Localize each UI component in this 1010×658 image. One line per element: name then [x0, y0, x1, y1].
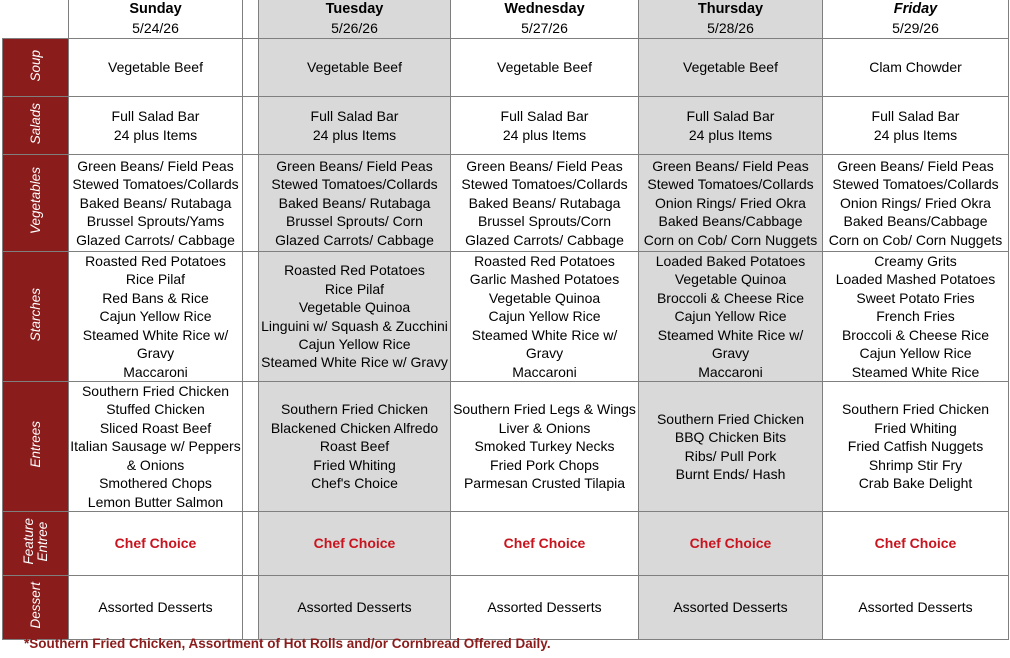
menu-item: 24 plus Items [312, 126, 397, 143]
feature-item: Chef Choice [503, 535, 586, 552]
menu-item: Stewed Tomatoes/Collards [832, 176, 999, 193]
menu-item: Clam Chowder [869, 59, 962, 76]
gap-column [243, 0, 259, 39]
menu-item: Baked Beans/Cabbage [658, 213, 803, 230]
menu-item: Burnt Ends/ Hash [675, 465, 786, 482]
menu-item: Lemon Butter Salmon [87, 493, 224, 510]
category-label-cell [3, 512, 69, 576]
menu-item: Shrimp Stir Fry [868, 456, 963, 473]
menu-item: Blackened Chicken Alfredo [270, 419, 439, 436]
day-date: 5/29/26 [892, 20, 939, 36]
menu-item: Cajun Yellow Rice [298, 335, 411, 352]
menu-item: Stewed Tomatoes/Collards [72, 176, 239, 193]
menu-item: Broccoli & Cheese Rice [841, 326, 990, 343]
menu-item: Baked Beans/ Rutabaga [468, 194, 621, 211]
menu-item: Fried Whiting [874, 419, 957, 436]
menu-cell-friday [823, 39, 1009, 97]
day-header-tuesday [259, 0, 451, 39]
menu-cell-tuesday [259, 382, 451, 512]
menu-item: Brussel Sprouts/Corn [477, 213, 612, 230]
category-label: Salads [27, 102, 43, 144]
menu-item: Rice Pilaf [125, 271, 186, 288]
menu-item: Assorted Desserts [673, 599, 788, 616]
menu-body [3, 39, 1009, 640]
menu-item: Ribs/ Pull Pork [684, 447, 777, 464]
menu-item: Maccaroni [123, 363, 188, 380]
day-header-row [3, 0, 1009, 39]
gap-column [243, 382, 259, 512]
day-date: 5/24/26 [132, 20, 179, 36]
day-header-sunday [69, 0, 243, 39]
menu-cell-thursday [639, 382, 823, 512]
menu-row-dessert [3, 576, 1009, 640]
menu-item: Full Salad Bar [500, 108, 589, 125]
menu-row-feature-entree [3, 512, 1009, 576]
gap-column [243, 39, 259, 97]
category-label: Soup [27, 49, 43, 82]
category-label: Dessert [27, 582, 43, 629]
menu-item: Liver & Onions [498, 419, 591, 436]
menu-item: Corn on Cob/ Corn Nuggets [643, 231, 818, 248]
menu-item: Fried Catfish Nuggets [847, 438, 984, 455]
category-label-cell [3, 382, 69, 512]
menu-cell-tuesday [259, 155, 451, 252]
category-label: Entrees [27, 421, 43, 468]
menu-cell-tuesday [259, 39, 451, 97]
menu-cell-thursday [639, 512, 823, 576]
menu-item: Cajun Yellow Rice [99, 308, 212, 325]
day-date: 5/28/26 [707, 20, 754, 36]
menu-item: Cajun Yellow Rice [674, 308, 787, 325]
day-header-thursday [639, 0, 823, 39]
menu-item: Southern Fried Legs & Wings [453, 401, 636, 418]
menu-item: Baked Beans/Cabbage [843, 213, 988, 230]
menu-item: Vegetable Beef [108, 59, 203, 76]
day-header-wednesday [451, 0, 639, 39]
menu-cell-thursday [639, 39, 823, 97]
menu-cell-wednesday [451, 382, 639, 512]
menu-item: Southern Fried Chicken [656, 410, 805, 427]
menu-item: Corn on Cob/ Corn Nuggets [828, 231, 1003, 248]
menu-item: Rice Pilaf [324, 280, 385, 297]
menu-item: Fried Whiting [313, 456, 396, 473]
menu-item: Assorted Desserts [98, 599, 213, 616]
menu-item: Steamed White Rice w/ [657, 326, 804, 343]
menu-item: Roasted Red Potatoes [284, 262, 425, 279]
menu-item: Gravy [525, 345, 564, 362]
menu-cell-friday [823, 512, 1009, 576]
day-name: Tuesday [325, 1, 384, 17]
menu-cell-sunday [69, 39, 243, 97]
menu-item: Vegetable Beef [307, 59, 402, 76]
menu-item: Garlic Mashed Potatoes [469, 271, 620, 288]
day-date: 5/27/26 [521, 20, 568, 36]
menu-cell-wednesday [451, 252, 639, 382]
menu-item: Brussel Sprouts/ Corn [286, 213, 423, 230]
gap-column [243, 512, 259, 576]
menu-item: Cajun Yellow Rice [859, 345, 972, 362]
menu-item: Linguini w/ Squash & Zucchini [261, 317, 448, 334]
category-label: Feature Entree [20, 518, 50, 565]
menu-item: & Onions [126, 456, 185, 473]
menu-item: Southern Fried Chicken [81, 383, 230, 400]
menu-item: Green Beans/ Field Peas [276, 157, 433, 174]
menu-cell-wednesday [451, 39, 639, 97]
feature-item: Chef Choice [313, 535, 396, 552]
menu-item: 24 plus Items [688, 126, 773, 143]
menu-item: Gravy [136, 345, 175, 362]
footnote: *Southern Fried Chicken, Assortment of Hot Rolls and/or Cornbread Offered Daily. [24, 636, 551, 651]
menu-item: Roasted Red Potatoes [474, 253, 615, 270]
menu-item: Full Salad Bar [686, 108, 775, 125]
menu-item: Green Beans/ Field Peas [652, 157, 809, 174]
menu-cell-friday [823, 382, 1009, 512]
menu-cell-friday [823, 155, 1009, 252]
menu-row-starches [3, 252, 1009, 382]
menu-item: Vegetable Beef [497, 59, 592, 76]
menu-cell-sunday [69, 512, 243, 576]
menu-item: Green Beans/ Field Peas [837, 157, 994, 174]
menu-item: Red Bans & Rice [102, 289, 209, 306]
menu-item: Sweet Potato Fries [856, 289, 975, 306]
menu-item: Sliced Roast Beef [99, 419, 212, 436]
menu-row-vegetables [3, 155, 1009, 252]
menu-item: Baked Beans/ Rutabaga [278, 194, 431, 211]
menu-cell-wednesday [451, 512, 639, 576]
feature-item: Chef Choice [114, 535, 197, 552]
category-label-cell [3, 576, 69, 640]
menu-item: Vegetable Quinoa [674, 271, 787, 288]
menu-item: Southern Fried Chicken [841, 401, 990, 418]
menu-item: Full Salad Bar [111, 108, 200, 125]
menu-row-salads [3, 97, 1009, 155]
menu-cell-friday [823, 576, 1009, 640]
menu-item: Steamed White Rice w/ [471, 326, 618, 343]
menu-cell-sunday [69, 576, 243, 640]
menu-item: Loaded Baked Potatoes [655, 253, 806, 270]
menu-item: Green Beans/ Field Peas [77, 157, 234, 174]
feature-item: Chef Choice [689, 535, 772, 552]
gap-column [243, 576, 259, 640]
menu-cell-thursday [639, 155, 823, 252]
menu-item: Smothered Chops [99, 475, 212, 492]
menu-item: Vegetable Beef [683, 59, 778, 76]
menu-item: Maccaroni [512, 363, 577, 380]
menu-cell-sunday [69, 155, 243, 252]
menu-cell-tuesday [259, 252, 451, 382]
menu-item: Stewed Tomatoes/Collards [647, 176, 814, 193]
menu-item: Assorted Desserts [297, 599, 412, 616]
menu-item: Onion Rings/ Fried Okra [840, 194, 991, 211]
menu-item: Full Salad Bar [871, 108, 960, 125]
day-name: Sunday [129, 1, 182, 17]
menu-item: Southern Fried Chicken [280, 401, 429, 418]
feature-item: Chef Choice [874, 535, 957, 552]
menu-item: Parmesan Crusted Tilapia [463, 475, 626, 492]
gap-column [243, 252, 259, 382]
menu-item: Assorted Desserts [858, 599, 973, 616]
menu-item: Loaded Mashed Potatoes [835, 271, 996, 288]
menu-cell-wednesday [451, 155, 639, 252]
category-label-cell [3, 155, 69, 252]
menu-item: Fried Pork Chops [490, 456, 599, 473]
day-name: Friday [893, 1, 938, 17]
menu-item: Crab Bake Delight [858, 475, 973, 492]
menu-item: Stuffed Chicken [106, 401, 205, 418]
menu-cell-sunday [69, 252, 243, 382]
gap-column [243, 97, 259, 155]
menu-item: Broccoli & Cheese Rice [656, 289, 805, 306]
menu-item: Stewed Tomatoes/Collards [461, 176, 628, 193]
weekly-menu-table [2, 0, 1009, 640]
menu-item: Roast Beef [319, 438, 390, 455]
menu-item: Steamed White Rice [851, 363, 980, 380]
menu-item: Creamy Grits [874, 253, 957, 270]
day-name: Wednesday [504, 1, 585, 17]
category-label-cell [3, 39, 69, 97]
menu-item: Glazed Carrots/ Cabbage [275, 231, 434, 248]
menu-item: Green Beans/ Field Peas [466, 157, 623, 174]
menu-cell-thursday [639, 252, 823, 382]
menu-cell-thursday [639, 576, 823, 640]
menu-item: Baked Beans/ Rutabaga [79, 194, 232, 211]
gap-column [243, 155, 259, 252]
menu-item: Gravy [711, 345, 750, 362]
menu-item: Chef's Choice [311, 475, 398, 492]
menu-cell-tuesday [259, 576, 451, 640]
menu-item: Cajun Yellow Rice [488, 308, 601, 325]
menu-row-entrees [3, 382, 1009, 512]
menu-item: Smoked Turkey Necks [474, 438, 615, 455]
menu-item: Stewed Tomatoes/Collards [271, 176, 438, 193]
menu-cell-sunday [69, 97, 243, 155]
menu-item: Glazed Carrots/ Cabbage [76, 231, 235, 248]
day-name: Thursday [697, 1, 764, 17]
menu-item: 24 plus Items [502, 126, 587, 143]
menu-item: Full Salad Bar [310, 108, 399, 125]
menu-item: Vegetable Quinoa [488, 289, 601, 306]
menu-item: Glazed Carrots/ Cabbage [465, 231, 624, 248]
menu-cell-sunday [69, 382, 243, 512]
menu-cell-tuesday [259, 512, 451, 576]
menu-item: Maccaroni [698, 363, 763, 380]
menu-item: 24 plus Items [873, 126, 958, 143]
category-label-cell [3, 252, 69, 382]
menu-item: Brussel Sprouts/Yams [86, 213, 225, 230]
day-header-friday [823, 0, 1009, 39]
menu-item: Onion Rings/ Fried Okra [655, 194, 806, 211]
menu-item: Roasted Red Potatoes [85, 253, 226, 270]
corner-cell [3, 0, 69, 39]
menu-item: Assorted Desserts [487, 599, 602, 616]
menu-item: 24 plus Items [113, 126, 198, 143]
menu-cell-wednesday [451, 97, 639, 155]
menu-cell-tuesday [259, 97, 451, 155]
menu-item: Italian Sausage w/ Peppers [70, 438, 241, 455]
menu-item: Steamed White Rice w/ [82, 326, 229, 343]
menu-cell-friday [823, 97, 1009, 155]
menu-cell-wednesday [451, 576, 639, 640]
category-label: Vegetables [27, 167, 43, 235]
menu-cell-friday [823, 252, 1009, 382]
category-label: Starches [27, 287, 43, 341]
category-label-cell [3, 97, 69, 155]
day-date: 5/26/26 [331, 20, 378, 36]
menu-item: BBQ Chicken Bits [674, 429, 787, 446]
menu-row-soup [3, 39, 1009, 97]
menu-item: Steamed White Rice w/ Gravy [261, 354, 448, 371]
menu-item: French Fries [876, 308, 955, 325]
menu-cell-thursday [639, 97, 823, 155]
menu-item: Vegetable Quinoa [298, 299, 411, 316]
